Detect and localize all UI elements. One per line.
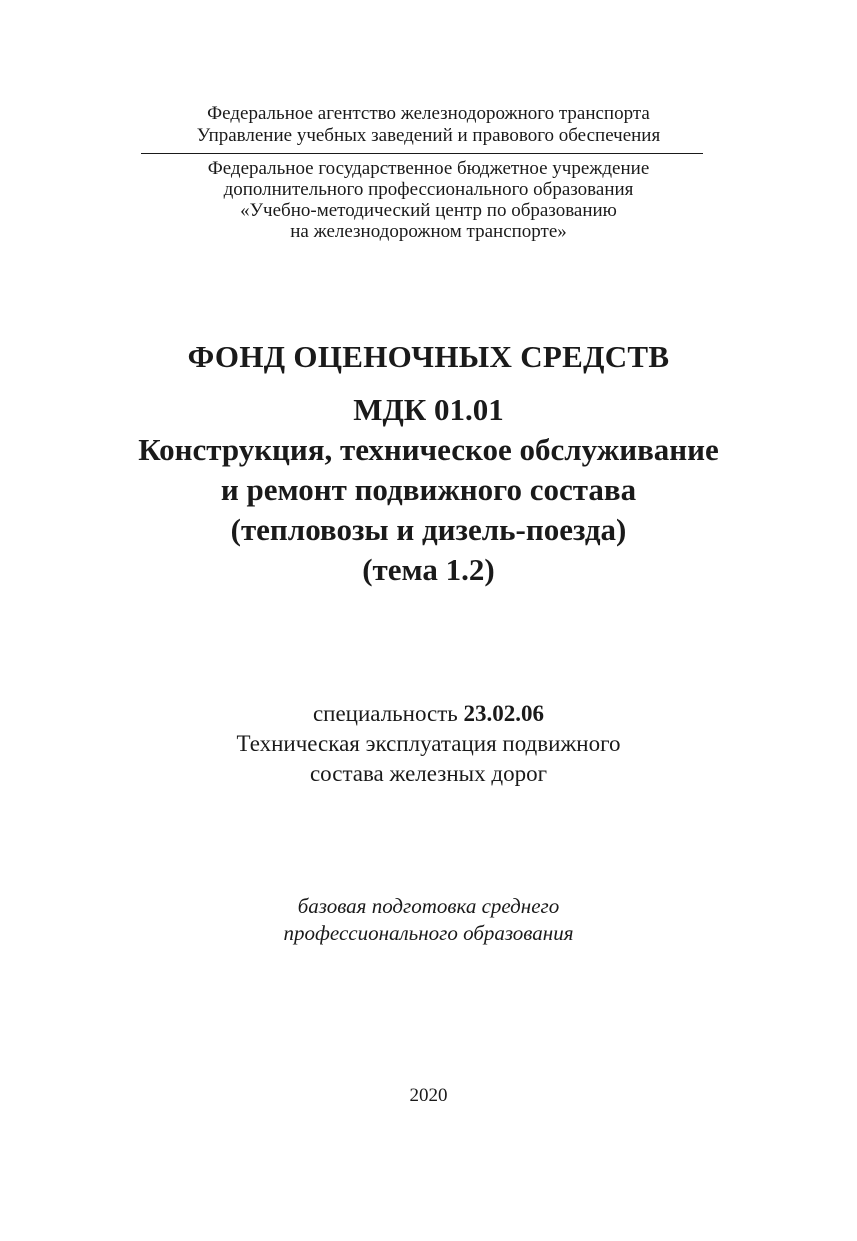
- institution-line-3: «Учебно-методический центр по образованию: [240, 200, 617, 221]
- course-block: [0, 390, 857, 590]
- course-name-line-3: (тепловозы и дизель-поезда): [230, 512, 627, 547]
- specialty-block: [0, 699, 857, 789]
- course-code: МДК 01.01: [353, 392, 504, 427]
- course-name-line-1: Конструкция, техническое обслуживание: [138, 432, 719, 467]
- education-level: [0, 893, 857, 947]
- specialty-code: 23.02.06: [463, 701, 545, 726]
- specialty-name-line-1: Техническая эксплуатация подвижного: [236, 731, 621, 756]
- course-name-line-2: и ремонт подвижного состава: [220, 472, 637, 507]
- institution-line-1: Федеральное государственное бюджетное учреждение: [207, 158, 650, 179]
- course-topic: (тема 1.2): [362, 552, 495, 587]
- institution-line-4: на железнодорожном транспорте»: [290, 221, 567, 242]
- header-divider: [141, 153, 703, 154]
- level-line-2: профессионального образования: [283, 921, 574, 945]
- agency-line-2: Управление учебных заведений и правового обеспечения: [196, 125, 661, 146]
- agency-header: [0, 103, 857, 147]
- specialty-name-line-2: состава железных дорог: [309, 761, 548, 786]
- specialty-label: специальность: [312, 701, 458, 726]
- agency-line-1: Федеральное агентство железнодорожного транспорта: [207, 103, 650, 124]
- institution-block: [0, 158, 857, 242]
- publication-year: 2020: [409, 1085, 448, 1106]
- specialty-line: [0, 699, 857, 729]
- document-title: ФОНД ОЦЕНОЧНЫХ СРЕДСТВ: [187, 339, 670, 374]
- level-line-1: базовая подготовка среднего: [297, 894, 560, 918]
- institution-line-2: дополнительного профессионального образования: [223, 179, 634, 200]
